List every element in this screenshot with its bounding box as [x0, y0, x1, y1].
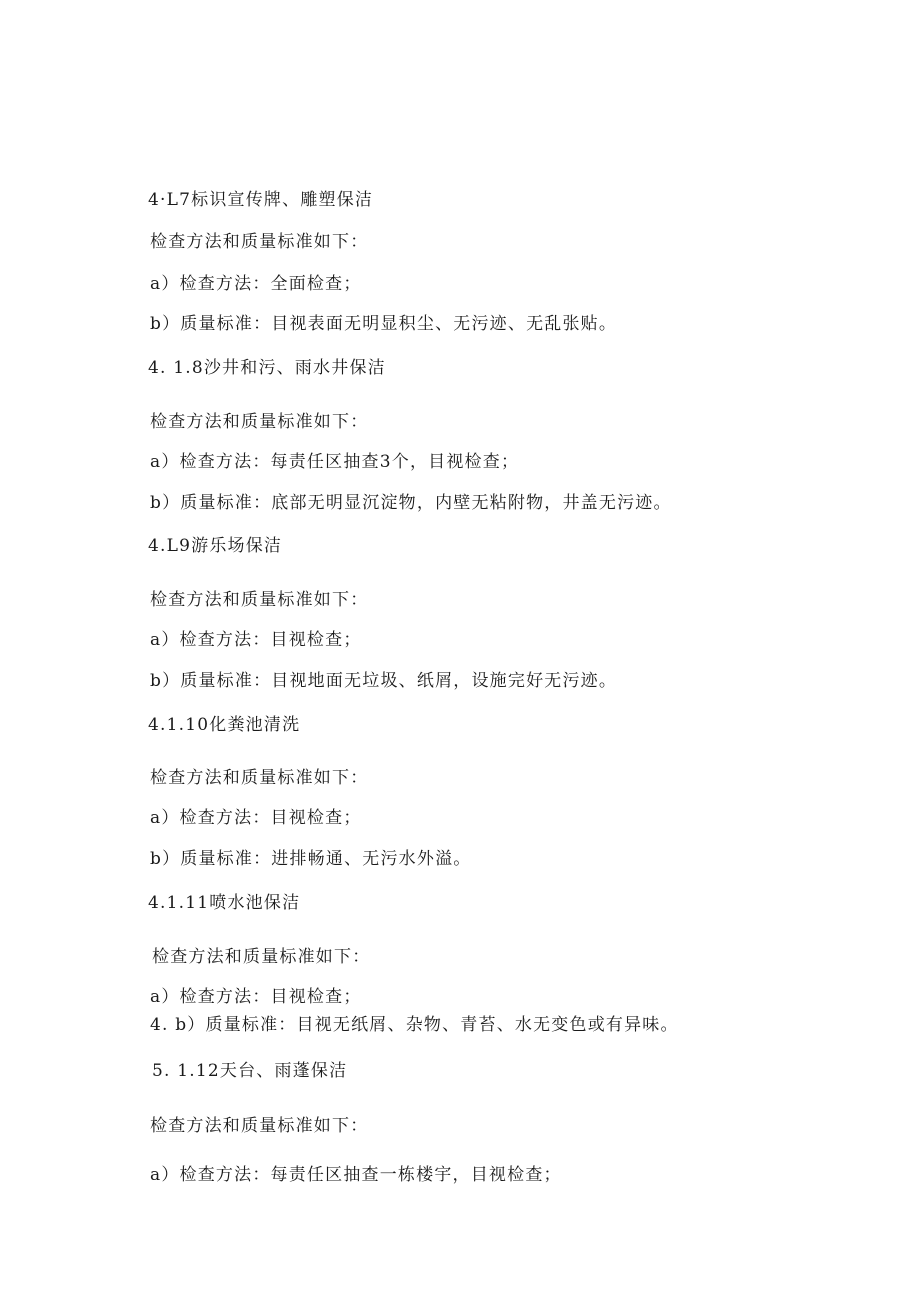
check-method-item: a）检查方法：每责任区抽查3个，目视检查； — [150, 452, 520, 472]
quality-standard-item: b）质量标准：目视表面无明显积尘、无污迹、无乱张贴。 — [150, 314, 618, 334]
method-intro: 检查方法和质量标准如下： — [152, 947, 371, 967]
section-heading-4-1-8: 4. 1.8沙井和污、雨水井保洁 — [148, 358, 386, 378]
section-heading-4-1-9: 4.L9游乐场保洁 — [148, 536, 283, 556]
check-method-item: a）检查方法：目视检查； — [150, 808, 362, 828]
method-intro: 检查方法和质量标准如下： — [150, 412, 369, 432]
section-heading-4-1-11: 4.1.11喷水池保洁 — [148, 893, 301, 913]
method-intro: 检查方法和质量标准如下： — [150, 232, 369, 252]
quality-standard-item: b）质量标准：目视地面无垃圾、纸屑，设施完好无污迹。 — [150, 671, 618, 691]
section-heading-4-1-7: 4·L7标识宣传牌、雕塑保洁 — [148, 190, 374, 210]
method-intro: 检查方法和质量标准如下： — [150, 590, 369, 610]
check-method-item: a）检查方法：目视检查； — [150, 987, 362, 1007]
quality-standard-item: 4. b）质量标准：目视无纸屑、杂物、青苔、水无变色或有异味。 — [150, 1015, 679, 1035]
method-intro: 检查方法和质量标准如下： — [150, 1116, 369, 1136]
check-method-item: a）检查方法：目视检查； — [150, 630, 362, 650]
section-heading-4-1-12: 5. 1.12天台、雨蓬保洁 — [152, 1061, 348, 1081]
check-method-item: a）检查方法：每责任区抽查一栋楼宇，目视检查； — [150, 1165, 562, 1185]
method-intro: 检查方法和质量标准如下： — [150, 768, 369, 788]
check-method-item: a）检查方法：全面检查； — [150, 274, 362, 294]
quality-standard-item: b）质量标准：进排畅通、无污水外溢。 — [150, 849, 472, 869]
section-heading-4-1-10: 4.1.10化粪池清洗 — [148, 715, 301, 735]
quality-standard-item: b）质量标准：底部无明显沉淀物，内壁无粘附物，井盖无污迹。 — [150, 493, 672, 513]
